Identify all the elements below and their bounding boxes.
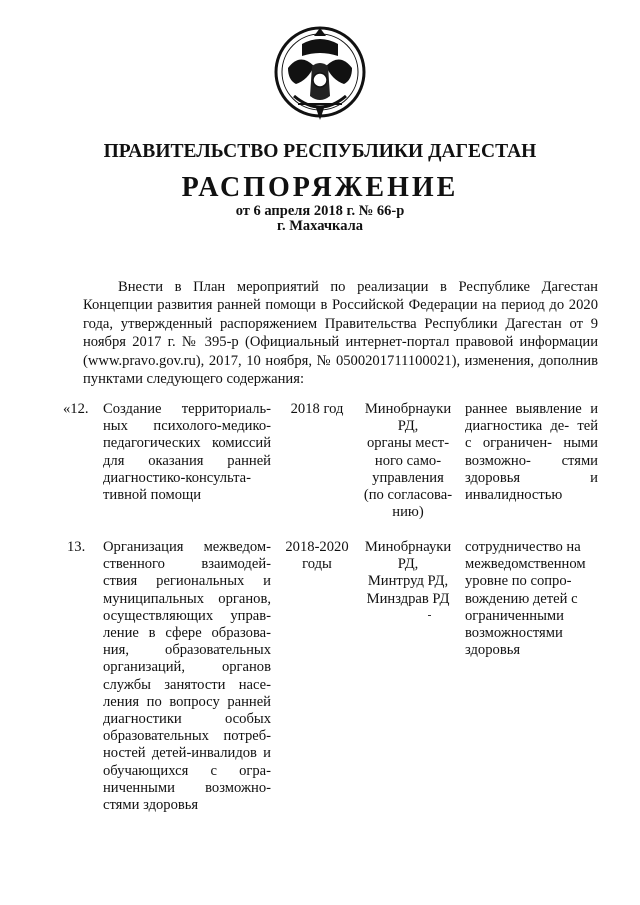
row-13-number: 13. [67, 539, 86, 555]
row-13-result: сотрудничество на межведомственном уровне по сопро- вождению детей с ограниченными возможностями здоровья [465, 539, 586, 659]
row-12-executors: Минобрнауки РД, органы мест- ного само- управления (по согласова- нию) [363, 401, 453, 521]
scan-mark [428, 615, 431, 616]
row-12-term: 2018 год [290, 401, 344, 417]
row-12-number: «12. [63, 401, 89, 417]
row-13-activity: Организация межведом- ственного взаимодей- ствия региональных и муниципальных органов, осуществляющих управ- ление в сфере образова- ния, образовательных организаций, органов службы занятости насе- ления по вопросу ранней диагностики особых образовательных потреб- ностей детей-инвалидов и обучающихся с огра- ниченными возможно- стями здоровья [103, 539, 271, 814]
government-title: ПРАВИТЕЛЬСТВО РЕСПУБЛИКИ ДАГЕСТАН [103, 141, 537, 162]
row-13-term: 2018-2020 годы [285, 539, 349, 573]
document-city: г. Махачкала [277, 218, 363, 234]
row-12-result: раннее выявление и диагностика де- тей с ограничен- ными возможно- стями здоровья и инвалидностью [465, 401, 598, 504]
document-type-title: РАСПОРЯЖЕНИЕ [181, 172, 459, 203]
document-date-number: от 6 апреля 2018 г. № 66-р [235, 203, 405, 219]
main-paragraph: Внести в План мероприятий по реализации в Республике Дагестан Концепции развития ранней помощи в Российской Федерации на период до 2020 года, утвержденный распоряжением Правительства Республики Дагестан от 9 ноября 2017 г. № 395-р (Официальный интернет-портал правовой информации (www.pravo.gov.ru), 2017, 10 ноября, № 0500201711100021), изменения, дополнив пунктами следующего содержания: [83, 279, 598, 388]
coat-of-arms-emblem [272, 22, 368, 126]
row-13-executors: Минобрнауки РД, Минтруд РД, Минздрав РД [364, 539, 452, 607]
row-12-activity: Создание территориаль- ных психолого-медико- педагогических комиссий для оказания ранней диагностико-консульта- тивной помощи [103, 401, 271, 504]
